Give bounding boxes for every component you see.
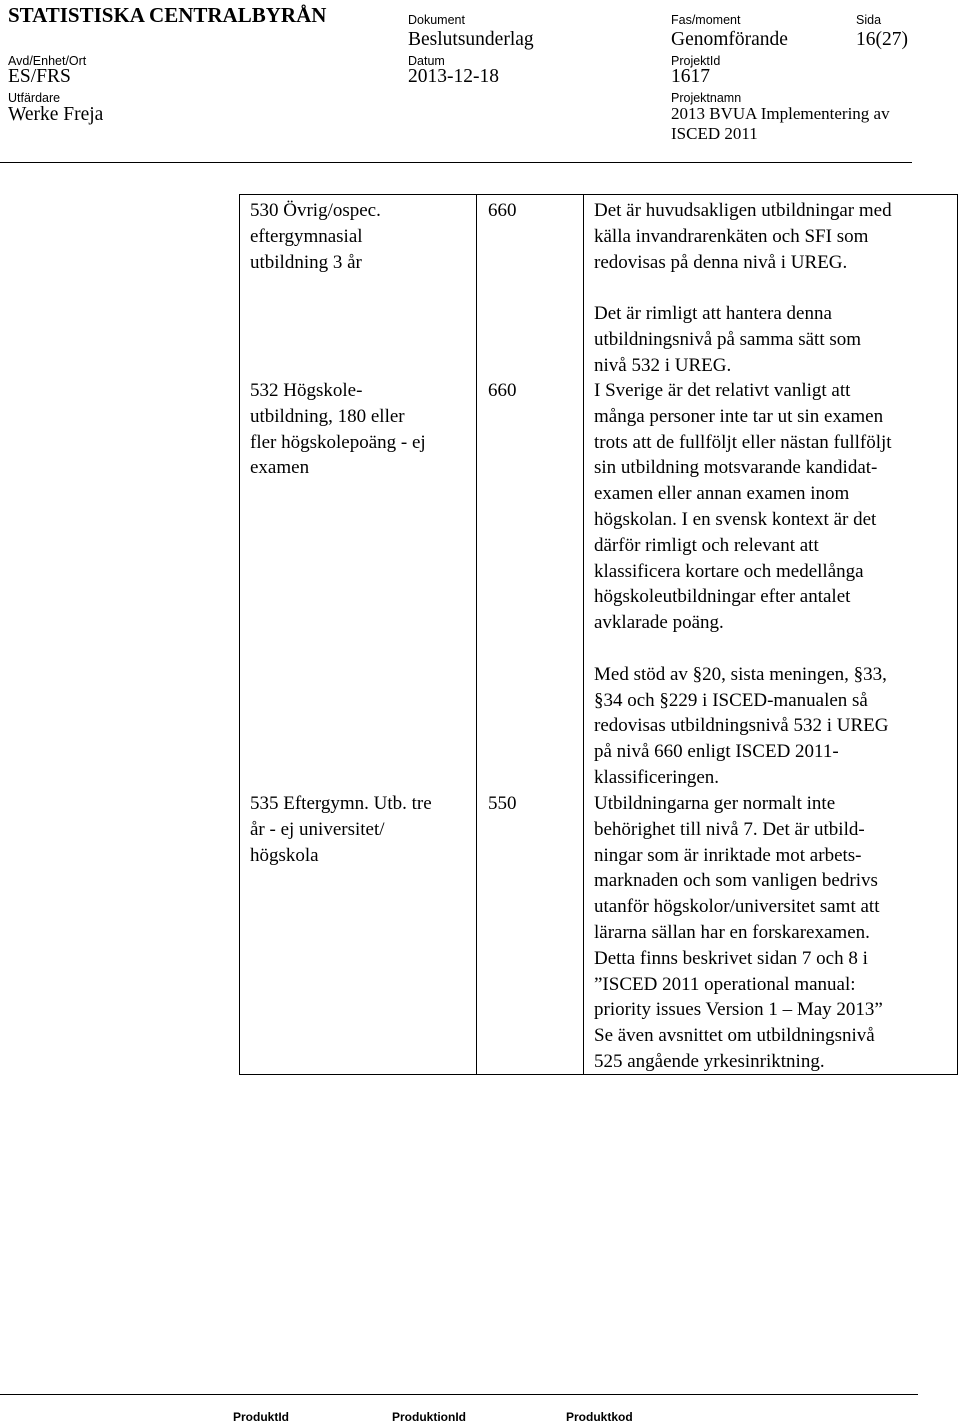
header-divider [0, 162, 912, 163]
footer-divider [0, 1394, 918, 1395]
column-divider-1 [476, 195, 477, 1074]
avd-enhet-ort-value: ES/FRS [8, 66, 71, 87]
sida-value: 16(27) [856, 29, 908, 50]
projektnamn-value-line2: ISCED 2011 [671, 124, 758, 143]
organization-name: STATISTISKA CENTRALBYRÅN [8, 3, 327, 27]
row-2-code: 660 [488, 380, 517, 401]
dokument-label: Dokument [408, 13, 465, 27]
projektid-value: 1617 [671, 66, 710, 87]
sida-label: Sida [856, 13, 882, 27]
dokument-value: Beslutsunderlag [408, 29, 534, 50]
produktid-label: ProduktId [233, 1410, 289, 1424]
column-divider-2 [583, 195, 584, 1074]
utfardare-label: Utfärdare [8, 91, 61, 105]
fas-moment-label: Fas/moment [671, 13, 741, 27]
fas-moment-value: Genomförande [671, 29, 788, 50]
row-1-label: 530 Övrig/ospec. eftergymnasial utbildning 3 år [250, 200, 381, 273]
utfardare-value: Werke Freja [8, 104, 104, 125]
projektnamn-value-line1: 2013 BVUA Implementering av [671, 104, 890, 123]
row-3-description: Utbildningarna ger normalt inte behörighet till nivå 7. Det är utbild- ningar som är inriktade mot arbets- marknaden och som vanligen bedrivs utanför högskolor/universitet samt att lärarna sällan har en forskarexamen. Detta finns beskrivet sidan 7 och 8 i ”ISCED 2011 operational manual: priority issues Version 1 – May 2013” Se även avsnittet om utbildningsnivå 525 angående yrkesinriktning. [594, 793, 883, 1072]
row-2-label: 532 Högskole- utbildning, 180 eller fler högskolepoäng - ej examen [250, 380, 426, 479]
projektnamn-label: Projektnamn [671, 91, 742, 105]
avd-enhet-ort-label: Avd/Enhet/Ort [8, 54, 87, 68]
row-3-label: 535 Eftergymn. Utb. tre år - ej universitet/ högskola [250, 793, 432, 866]
row-1-description: Det är huvudsakligen utbildningar med källa invandrarenkäten och SFI som redovisas på denna nivå i UREG. Det är rimligt att hantera denna utbildningsnivå på samma sätt som nivå 532 i UREG. [594, 200, 892, 376]
datum-value: 2013-12-18 [408, 66, 499, 87]
projektid-label: ProjektId [671, 54, 721, 68]
datum-label: Datum [408, 54, 445, 68]
produktionid-label: ProduktionId [392, 1410, 466, 1424]
row-2-description: I Sverige är det relativt vanligt att många personer inte tar ut sin examen trots att de fullföljt eller nästan fullföljt sin utbildning motsvarande kandidat- examen eller annan examen inom högskolan. I en svensk kontext är det därför rimligt och relevant att klassificera kortare och medellånga högskoleutbildningar efter antalet avklarade poäng. Med stöd av §20, sista meningen, §33, §34 och §229 i ISCED-manualen så redovisas utbildningsnivå 532 i UREG på nivå 660 enligt ISCED 2011- klassificeringen. [594, 380, 892, 788]
row-1-code: 660 [488, 200, 517, 221]
classification-table [239, 194, 958, 1075]
row-3-code: 550 [488, 793, 517, 814]
produktkod-label: Produktkod [566, 1410, 633, 1424]
